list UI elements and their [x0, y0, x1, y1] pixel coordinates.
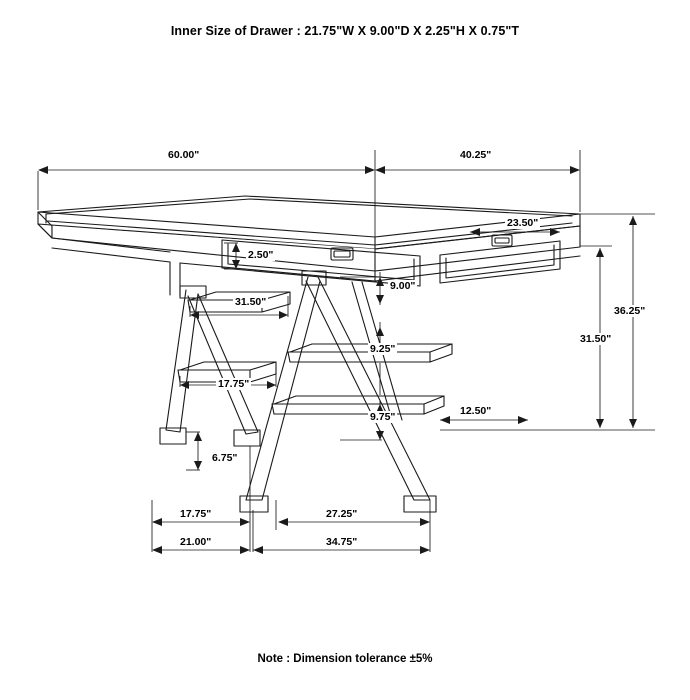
dimension-label-drawer-height: 2.50": [248, 249, 274, 261]
dimension-label-apron-height: 31.50": [580, 333, 612, 345]
dimension-label-top-left-width: 60.00": [168, 149, 200, 161]
dimension-label-overall-depth: 34.75": [326, 536, 358, 548]
dimension-label-top-right-width: 40.25": [460, 149, 492, 161]
dimension-label-total-height: 36.25": [614, 305, 646, 317]
dimension-label-lower-gap: 9.75": [370, 411, 396, 423]
dimension-label-right-offset: 12.50": [460, 405, 492, 417]
dimension-label-foot-width: 17.75": [180, 508, 212, 520]
dimension-label-stretcher-depth: 31.50": [235, 296, 267, 308]
tolerance-note: Note : Dimension tolerance ±5%: [257, 653, 433, 665]
dimension-label-upper-gap: 9.00": [390, 280, 416, 292]
page-title: Inner Size of Drawer : 21.75"W X 9.00"D X 2.25"H X 0.75"T: [170, 24, 520, 38]
dimension-label-foot-height: 6.75": [212, 452, 238, 464]
dimension-label-shelf-depth: 17.75": [218, 378, 250, 390]
dimension-label-mid-gap: 9.25": [370, 343, 396, 355]
dimension-label-base-span: 27.25": [326, 508, 358, 520]
dimension-label-apron-right-depth: 23.50": [507, 217, 539, 229]
dimension-label-base-width: 21.00": [180, 536, 212, 548]
